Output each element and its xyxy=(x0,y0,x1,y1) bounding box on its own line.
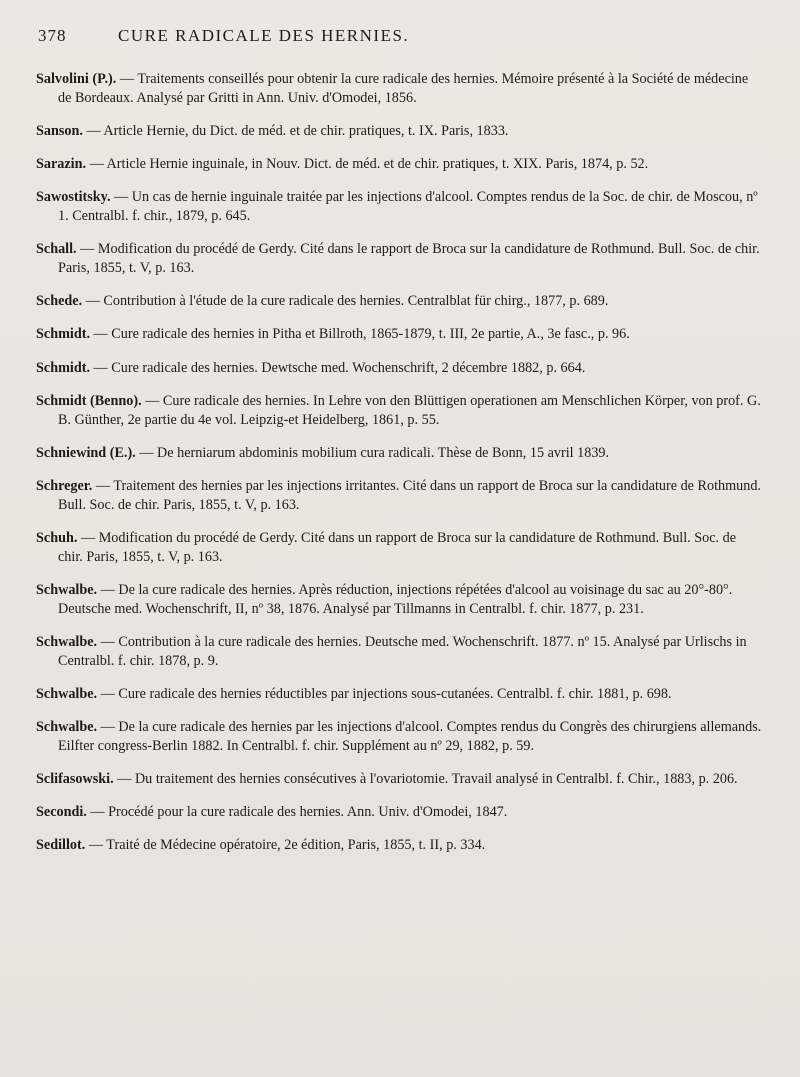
entry-author: Schwalbe. xyxy=(36,581,98,598)
running-title: CURE RADICALE DES HERNIES. xyxy=(118,26,410,45)
entry-text: — De la cure radicale des hernies. Après réduction, injections répétées d'alcool au voisinage du sac au 20°-80°. Deutsche med. Wochenschrift, II, nº 38, 1876. Analysé par Tillmanns in Centralbl. f. chir. 1877, p. 231. xyxy=(58,581,733,617)
bibliography-entry xyxy=(36,122,764,141)
bibliography-entry xyxy=(36,325,764,344)
bibliography-entry xyxy=(36,188,764,226)
entry-author: Schwalbe. xyxy=(36,685,98,702)
entry-text: — Cure radicale des hernies in Pitha et Billroth, 1865-1879, t. III, 2e partie, A., 3e fasc., p. 96. xyxy=(90,326,630,343)
bibliography-entry xyxy=(36,770,764,789)
entry-text: — Modification du procédé de Gerdy. Cité dans un rapport de Broca sur la candidature de Rothmund. Bull. Soc. de chir. Paris, 1855, t. V, p. 163. xyxy=(58,529,737,565)
entry-author: Sawostitsky. xyxy=(36,189,111,206)
entry-text: — Cure radicale des hernies. In Lehre von den Blüttigen operationen am Menschlichen Körper, von prof. G. B. Günther, 2e partie du 4e vol. Leipzig-et Heidelberg, 1861, p. 55. xyxy=(58,392,761,428)
bibliography-entry xyxy=(36,477,764,515)
entry-text: — Article Hernie, du Dict. de méd. et de chir. pratiques, t. IX. Paris, 1833. xyxy=(82,123,509,140)
bibliography-entry xyxy=(36,359,764,378)
bibliography-entry xyxy=(36,803,764,822)
entry-author: Schmidt. xyxy=(36,359,90,376)
bibliography-entry xyxy=(36,155,764,174)
entry-text: — Cure radicale des hernies. Dewtsche med. Wochenschrift, 2 décembre 1882, p. 664. xyxy=(90,359,586,376)
entry-author: Secondi. xyxy=(36,803,87,820)
entry-author: Schmidt (Benno). xyxy=(36,392,142,409)
bibliography-entry xyxy=(36,70,764,108)
bibliography-entry xyxy=(36,392,764,430)
entry-text: — Cure radicale des hernies réductibles par injections sous-cutanées. Centralbl. f. chir. 1881, p. 698. xyxy=(97,685,672,702)
entry-text: — Traitements conseillés pour obtenir la cure radicale des hernies. Mémoire présenté à la Société de médecine de Bordeaux. Analysé par Gritti in Ann. Univ. d'Omodei, 1856. xyxy=(58,71,749,107)
bibliography-list xyxy=(36,70,764,855)
entry-author: Sarazin. xyxy=(36,156,87,173)
page-number: 378 xyxy=(38,26,67,45)
entry-author: Schwalbe. xyxy=(36,718,98,735)
entry-author: Schmidt. xyxy=(36,326,90,343)
entry-text: — Contribution à la cure radicale des hernies. Deutsche med. Wochenschrift. 1877. nº 15. Analysé par Urlischs in Centralbl. f. chir. 1878, p. 9. xyxy=(58,633,747,669)
entry-text: — Traité de Médecine opératoire, 2e édition, Paris, 1855, t. II, p. 334. xyxy=(85,837,486,854)
entry-author: Schuh. xyxy=(36,529,78,546)
entry-author: Schreger. xyxy=(36,477,93,494)
entry-text: — Article Hernie inguinale, in Nouv. Dict. de méd. et de chir. pratiques, t. XIX. Paris, 1874, p. 52. xyxy=(86,156,649,173)
bibliography-entry xyxy=(36,718,764,756)
entry-text: — De herniarum abdominis mobilium cura radicali. Thèse de Bonn, 15 avril 1839. xyxy=(135,444,610,461)
entry-author: Sclifasowski. xyxy=(36,770,114,787)
entry-text: — Du traitement des hernies consécutives à l'ovariotomie. Travail analysé in Centralbl. f. Chir., 1883, p. 206. xyxy=(113,770,738,787)
entry-text: — Modification du procédé de Gerdy. Cité dans le rapport de Broca sur la candidature de Rothmund. Bull. Soc. de chir. Paris, 1855, t. V, p. 163. xyxy=(58,241,760,277)
entry-author: Schall. xyxy=(36,241,77,258)
bibliography-entry xyxy=(36,633,764,671)
entry-author: Schwalbe. xyxy=(36,633,98,650)
entry-text: — Procédé pour la cure radicale des hernies. Ann. Univ. d'Omodei, 1847. xyxy=(86,803,508,820)
entry-text: — Un cas de hernie inguinale traitée par les injections d'alcool. Comptes rendus de la Soc. de chir. de Moscou, nº 1. Centralbl. f. chir., 1879, p. 645. xyxy=(58,189,758,225)
bibliography-entry xyxy=(36,240,764,278)
bibliography-entry xyxy=(36,685,764,704)
entry-author: Salvolini (P.). xyxy=(36,71,117,88)
bibliography-entry xyxy=(36,581,764,619)
entry-author: Schede. xyxy=(36,293,83,310)
page-header xyxy=(36,26,764,56)
entry-text: — Contribution à l'étude de la cure radicale des hernies. Centralblat für chirg., 1877, p. 689. xyxy=(82,293,609,310)
entry-author: Schniewind (E.). xyxy=(36,444,136,461)
bibliography-entry xyxy=(36,292,764,311)
entry-author: Sanson. xyxy=(36,123,83,140)
entry-author: Sedillot. xyxy=(36,837,86,854)
entry-text: — Traitement des hernies par les injections irritantes. Cité dans un rapport de Broca sur la candidature de Rothmund. Bull. Soc. de chir. Paris, 1855, t. V, p. 163. xyxy=(58,477,761,513)
entry-text: — De la cure radicale des hernies par les injections d'alcool. Comptes rendus du Congrès des chirurgiens allemands. Eilfter congress-Berlin 1882. In Centralbl. f. chir. Supplément au nº 29, 1882, p. 59. xyxy=(58,718,762,754)
bibliography-entry xyxy=(36,444,764,463)
bibliography-entry xyxy=(36,529,764,567)
bibliography-entry xyxy=(36,836,764,855)
